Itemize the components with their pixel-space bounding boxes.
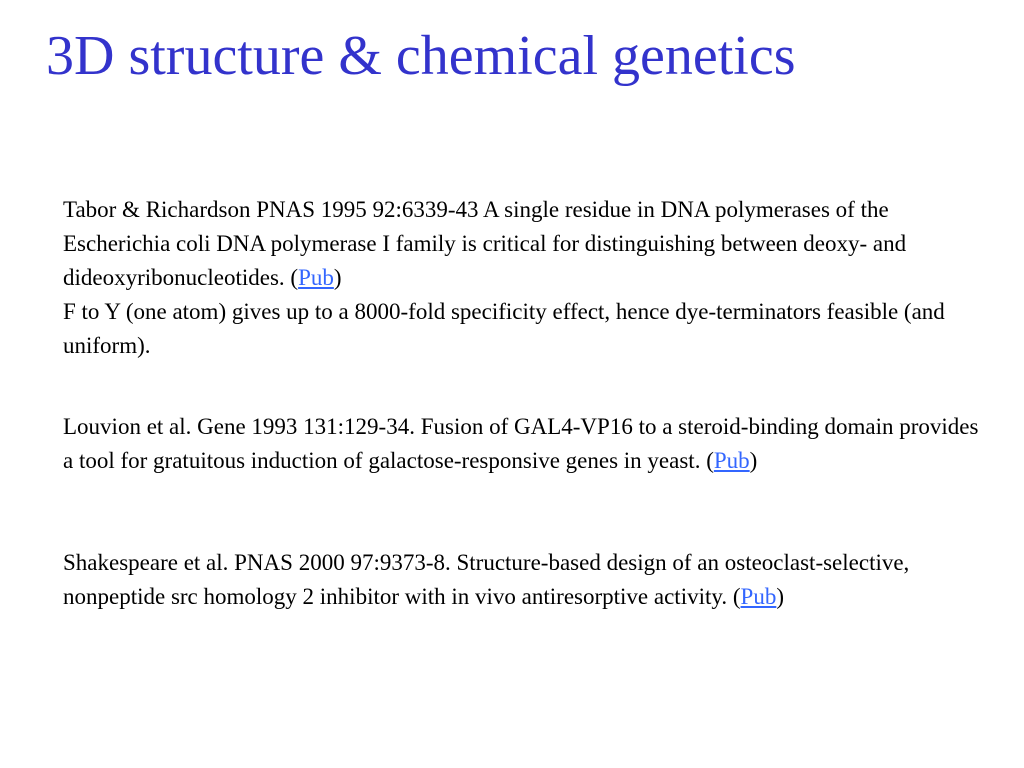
pub-link[interactable]: Pub: [713, 448, 750, 473]
slide-title: 3D structure & chemical genetics: [46, 25, 796, 87]
reference-text: Tabor & Richardson PNAS 1995 92:6339-43 A single residue in DNA polymerases of the Escherichia coli DNA polymerase I family is critical for distinguishing between deoxy- and dideoxyribonucleotides. (: [63, 197, 907, 290]
reference-note: F to Y (one atom) gives up to a 8000-fold specificity effect, hence dye-terminators feasible (and uniform).: [63, 299, 945, 358]
reference-close-paren: ): [749, 448, 758, 473]
reference-close-paren: ): [333, 265, 342, 290]
reference-shakespeare: [63, 546, 983, 614]
reference-close-paren: ): [776, 584, 785, 609]
reference-tabor-richardson: [63, 193, 983, 363]
reference-text: Shakespeare et al. PNAS 2000 97:9373-8. Structure-based design of an osteoclast-selective, nonpeptide src homology 2 inhibitor with in vivo antiresorptive activity. (: [63, 550, 910, 609]
pub-link[interactable]: Pub: [298, 265, 334, 290]
pub-link[interactable]: Pub: [740, 584, 777, 609]
reference-louvion: [63, 410, 983, 478]
reference-text: Louvion et al. Gene 1993 131:129-34. Fusion of GAL4-VP16 to a steroid-binding domain provides a tool for gratuitous induction of galactose-responsive genes in yeast. (: [63, 414, 979, 473]
